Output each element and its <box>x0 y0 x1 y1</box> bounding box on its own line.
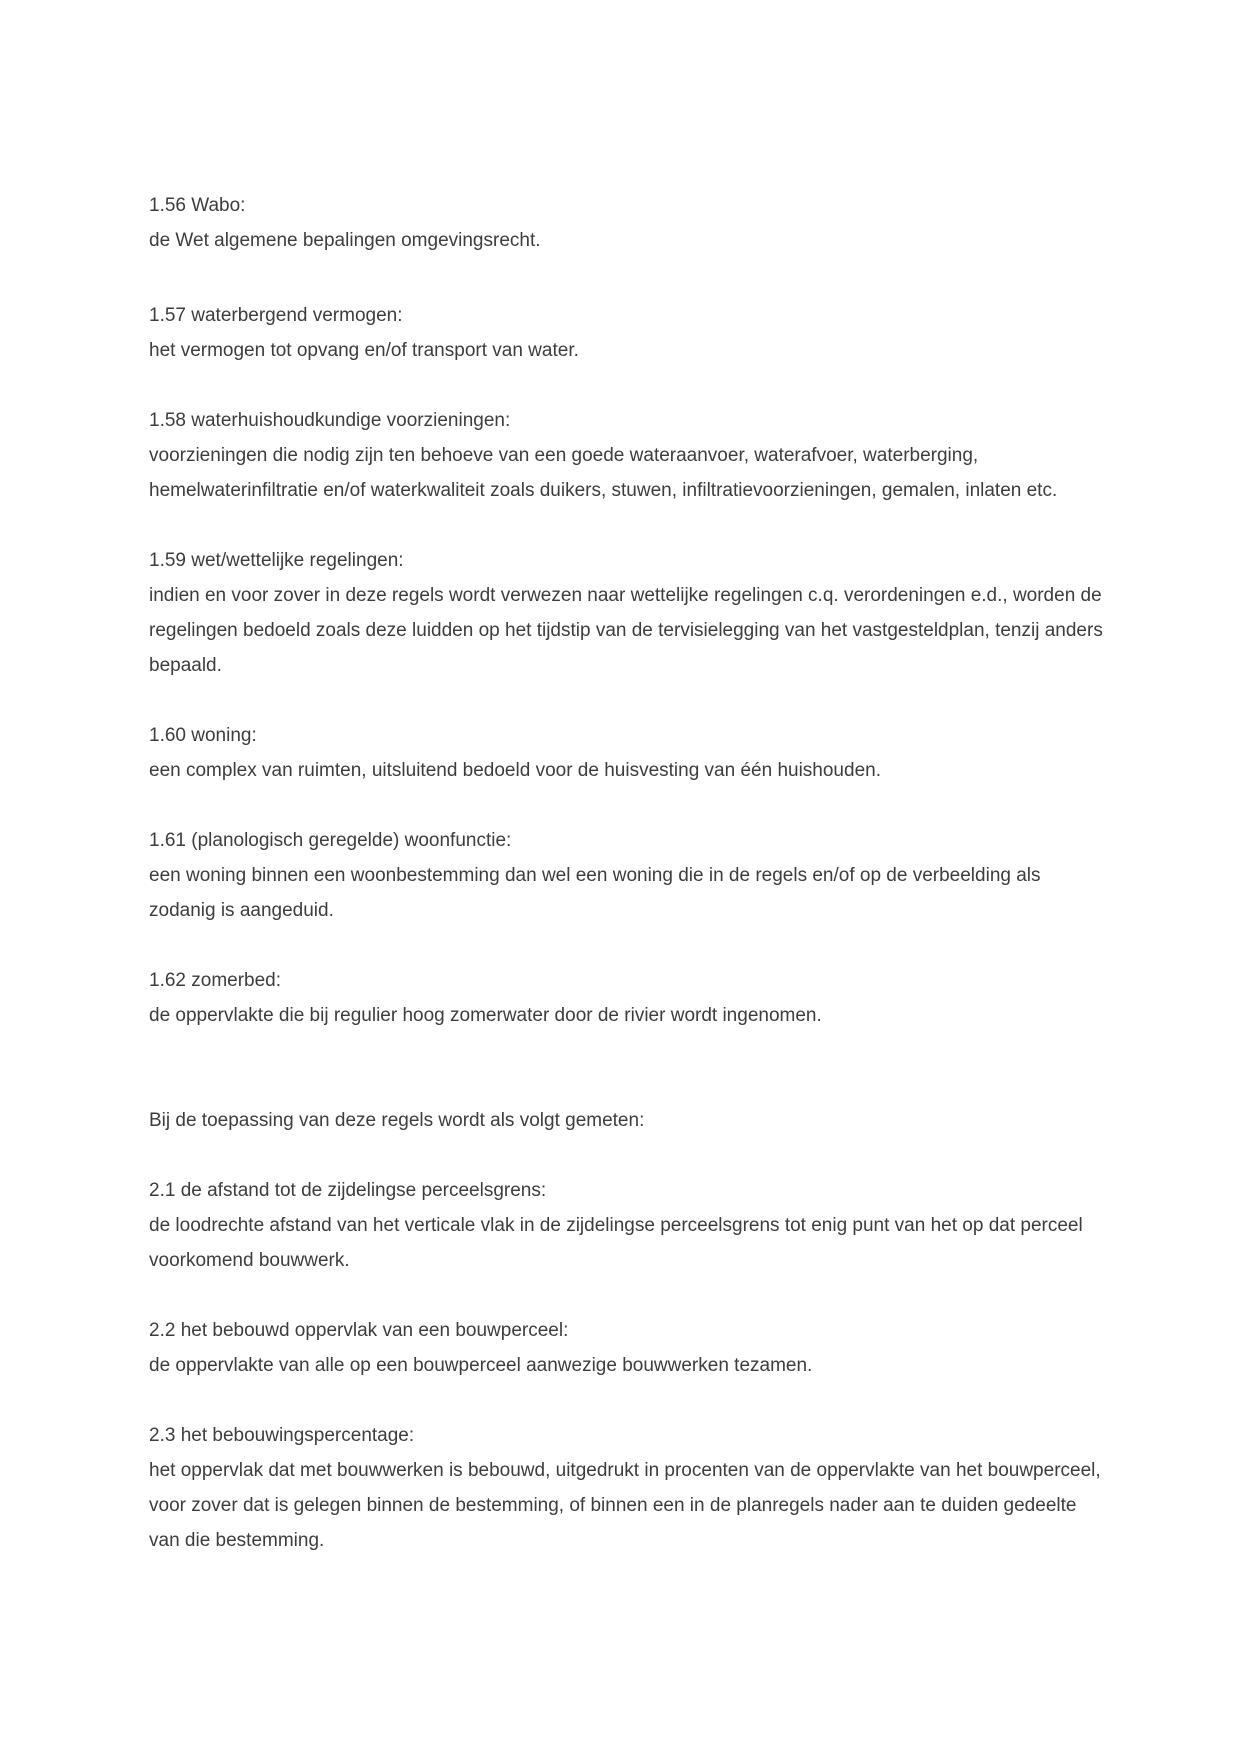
definition-block-1-57 <box>149 298 1103 368</box>
definition-text-line: een woning binnen een woonbestemming dan wel een woning die in de regels en/of op de verbeelding als <box>149 865 1041 886</box>
definition-block-2-1 <box>149 1173 1103 1278</box>
definition-term: 1.61 (planologisch geregelde) woonfunctie: <box>149 830 512 851</box>
definition-text-line: het vermogen tot opvang en/of transport van water. <box>149 340 579 361</box>
definition-text-line: het oppervlak dat met bouwwerken is bebouwd, uitgedrukt in procenten van de oppervlakte van het bouwperceel, <box>149 1460 1101 1481</box>
definition-block-1-61 <box>149 823 1103 928</box>
definition-term: 2.1 de afstand tot de zijdelingse perceelsgrens: <box>149 1180 547 1201</box>
definition-text-line: bepaald. <box>149 655 222 676</box>
definition-text-line: een complex van ruimten, uitsluitend bedoeld voor de huisvesting van één huishouden. <box>149 760 881 781</box>
definition-block-1-59 <box>149 543 1103 683</box>
definition-term: 1.57 waterbergend vermogen: <box>149 305 403 326</box>
definition-term: 1.59 wet/wettelijke regelingen: <box>149 550 404 571</box>
document-content <box>149 188 1103 1593</box>
definition-text-line: zodanig is aangeduid. <box>149 900 334 921</box>
definition-text-line: de Wet algemene bepalingen omgevingsrecht. <box>149 230 541 251</box>
definition-text-line: de loodrechte afstand van het verticale vlak in de zijdelingse perceelsgrens tot enig punt van het op dat perceel <box>149 1215 1083 1236</box>
definition-block-2-3 <box>149 1418 1103 1558</box>
definition-term: 1.60 woning: <box>149 725 257 746</box>
definition-term: 1.62 zomerbed: <box>149 970 282 991</box>
definition-text-line: voorzieningen die nodig zijn ten behoeve van een goede wateraanvoer, waterafvoer, waterberging, <box>149 445 979 466</box>
definition-text-line: de oppervlakte van alle op een bouwperceel aanwezige bouwwerken tezamen. <box>149 1355 813 1376</box>
definition-text-line: voor zover dat is gelegen binnen de bestemming, of binnen een in de planregels nader aan te duiden gedeelte <box>149 1495 1077 1516</box>
definition-text-line: van die bestemming. <box>149 1530 325 1551</box>
definition-block-2-2 <box>149 1313 1103 1383</box>
definition-block-1-62 <box>149 963 1103 1033</box>
definition-text-line: hemelwaterinfiltratie en/of waterkwaliteit zoals duikers, stuwen, infiltratievoorzieningen, gemalen, inlaten etc. <box>149 480 1058 501</box>
definition-text-line: regelingen bedoeld zoals deze luidden op het tijdstip van de tervisielegging van het vastgesteldplan, tenzij anders <box>149 620 1103 641</box>
definition-term: 1.56 Wabo: <box>149 195 246 216</box>
definition-text-line: voorkomend bouwwerk. <box>149 1250 350 1271</box>
definition-term: 1.58 waterhuishoudkundige voorzieningen: <box>149 410 511 431</box>
definition-text-line: indien en voor zover in deze regels wordt verwezen naar wettelijke regelingen c.q. verordeningen e.d., worden de <box>149 585 1102 606</box>
section-intro-text: Bij de toepassing van deze regels wordt als volgt gemeten: <box>149 1110 645 1131</box>
definition-text-line: de oppervlakte die bij regulier hoog zomerwater door de rivier wordt ingenomen. <box>149 1005 822 1026</box>
definition-term: 2.2 het bebouwd oppervlak van een bouwperceel: <box>149 1320 569 1341</box>
measuring-intro-block <box>149 1103 1103 1138</box>
definition-term: 2.3 het bebouwingspercentage: <box>149 1425 415 1446</box>
definition-block-1-56 <box>149 188 1103 258</box>
definition-block-1-60 <box>149 718 1103 788</box>
definition-block-1-58 <box>149 403 1103 508</box>
